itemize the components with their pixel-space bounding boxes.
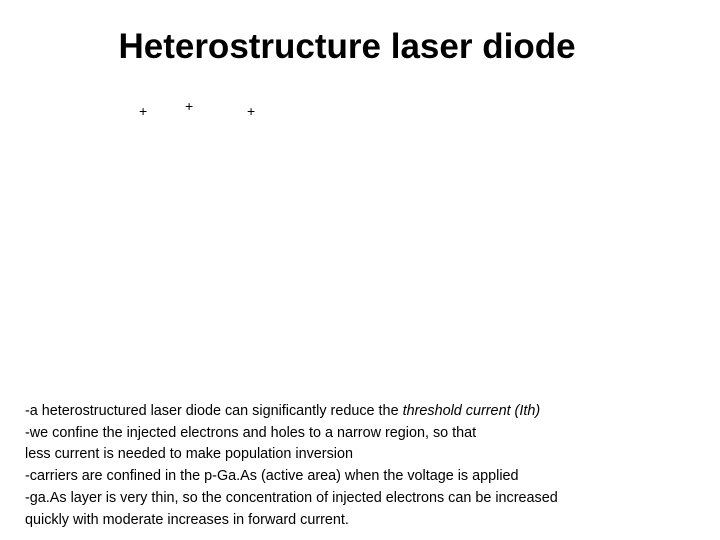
- slide-body: [25, 401, 705, 531]
- body-line: -we confine the injected electrons and holes to a narrow region, so that: [25, 424, 477, 441]
- body-line: less current is needed to make population inversion: [25, 446, 353, 463]
- plus-marker: +: [247, 103, 256, 119]
- body-line: -carriers are confined in the p-Ga.As (active area) when the voltage is applied: [25, 468, 519, 485]
- slide-title: Heterostructure laser diode: [118, 27, 576, 66]
- body-line: quickly with moderate increases in forward current.: [25, 511, 349, 528]
- plus-marker: +: [139, 103, 148, 119]
- body-line: -ga.As layer is very thin, so the concentration of injected electrons can be increased: [25, 489, 558, 506]
- threshold-current-term: threshold current (Ith): [402, 403, 541, 419]
- body-line-text: -a heterostructured laser diode can significantly reduce the: [25, 403, 403, 419]
- body-line: [25, 401, 705, 423]
- plus-marker: +: [185, 98, 194, 114]
